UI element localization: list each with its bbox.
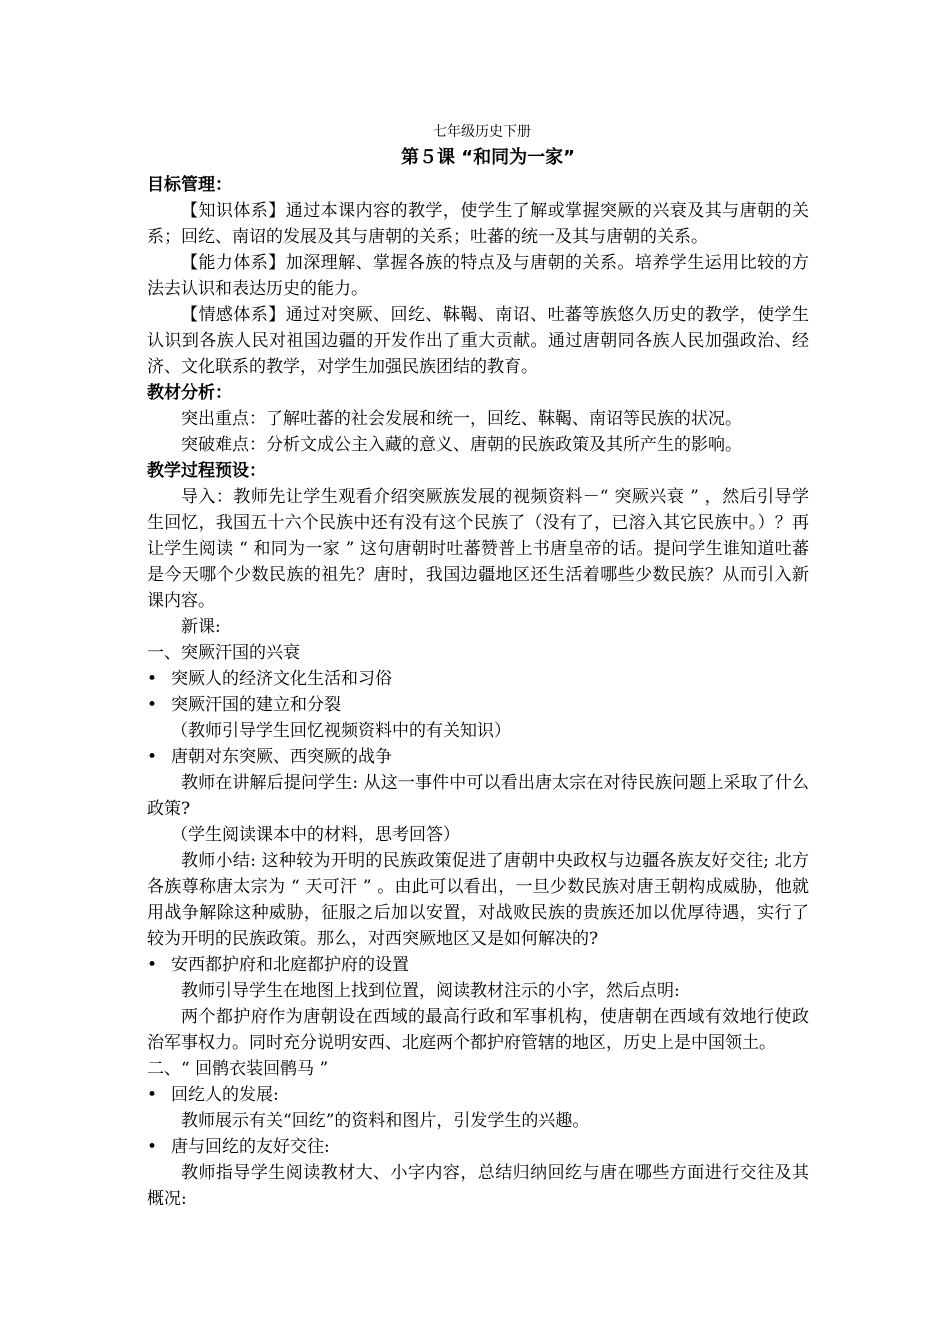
lesson-title: 第５课 “和同为一家” xyxy=(401,147,575,168)
list-item xyxy=(147,744,809,770)
key-point-paragraph: 突出重点：了解吐蕃的社会发展和统一，回纥、靺鞨、南诏等民族的状况。 xyxy=(181,409,742,429)
teacher-note: （教师引导学生回忆视频资料中的有关知识） xyxy=(171,721,511,741)
grade-label: 七年级历史下册 xyxy=(433,124,531,140)
document-body xyxy=(147,120,809,1212)
list-item-text: 安西都护府和北庭都护府的设置 xyxy=(171,955,409,975)
bullet-icon: • xyxy=(147,695,158,715)
new-lesson-label: 新课: xyxy=(181,617,221,637)
list-item-text: 唐与回纥的友好交往: xyxy=(171,1137,330,1157)
list-item xyxy=(147,692,809,718)
summary-paragraph: 教师小结: 这种较为开明的民族政策促进了唐朝中央政权与边疆各族友好交往; 北方各族尊称唐太宗为 “ 天可汗 ” 。由此可以看出，一旦少数民族对唐王朝构成威胁，他就用战争解除这种威胁，征服之后加以安置，对战败民族的贵族还加以优厚待遇，实行了较为开明的民族政策。那么，对西突厥地区又是如何解决的? xyxy=(147,851,809,949)
process-heading: 教学过程预设： xyxy=(147,461,266,481)
part-two-heading: 二、“ 回鹘衣装回鹘马 ” xyxy=(147,1059,329,1079)
part-one-heading: 一、突厥汗国的兴衰 xyxy=(147,643,300,663)
student-note: （学生阅读课本中的材料，思考回答） xyxy=(171,825,460,845)
ability-paragraph: 【能力体系】加深理解、掌握各族的特点及与唐朝的关系。培养学生运用比较的方法去认识和表达历史的能力。 xyxy=(147,253,809,299)
list-item xyxy=(147,666,809,692)
difficulty-paragraph: 突破难点：分析文成公主入藏的意义、唐朝的民族政策及其所产生的影响。 xyxy=(181,435,742,455)
bullet-icon: • xyxy=(147,955,158,975)
bullet-icon: • xyxy=(147,747,158,767)
bullet-icon: • xyxy=(147,1137,158,1157)
list-item-text: 回纥人的发展: xyxy=(171,1085,279,1105)
bullet-icon: • xyxy=(147,669,158,689)
ask-paragraph: 教师在讲解后提问学生: 从这一事件中可以看出唐太宗在对待民族问题上采取了什么政策? xyxy=(147,773,809,819)
bullet-icon: • xyxy=(147,1085,158,1105)
list-item xyxy=(147,952,809,978)
list-item-text: 唐朝对东突厥、西突厥的战争 xyxy=(171,747,392,767)
list-item-text: 突厥汗国的建立和分裂 xyxy=(171,695,341,715)
intro-paragraph: 导入：教师先让学生观看介绍突厥族发展的视频资料－“ 突厥兴衰 ” ，然后引导学生回忆，我国五十六个民族中还有没有这个民族了（没有了，已溶入其它民族中。）？再让学生阅读 “ 和同为一家 ” 这句唐朝时吐蕃赞普上书唐皇帝的话。提问学生谁知道吐蕃是今天哪个少数民族的祖先？唐时，我国边疆地区还生活着哪些少数民族？从而引入新课内容。 xyxy=(147,487,809,611)
duhu-paragraph: 两个都护府作为唐朝设在西域的最高行政和军事机构，使唐朝在西域有效地行使政治军事权力。同时充分说明安西、北庭两个都护府管辖的地区，历史上是中国领土。 xyxy=(147,1007,809,1053)
goal-heading: 目标管理： xyxy=(147,175,232,195)
show-paragraph: 教师展示有关“回纥”的资料和图片，引发学生的兴趣。 xyxy=(181,1111,590,1131)
analysis-heading: 教材分析： xyxy=(147,383,232,403)
list-item xyxy=(147,1134,809,1160)
read-paragraph: 教师指导学生阅读教材大、小字内容，总结归纳回纥与唐在哪些方面进行交往及其概况: xyxy=(147,1163,809,1209)
knowledge-paragraph: 【知识体系】通过本课内容的教学，使学生了解或掌握突厥的兴衰及其与唐朝的关系；回纥、南诏的发展及其与唐朝的关系；吐蕃的统一及其与唐朝的关系。 xyxy=(147,201,809,247)
emotion-paragraph: 【情感体系】通过对突厥、回纥、靺鞨、南诏、吐蕃等族悠久历史的教学，使学生认识到各族人民对祖国边疆的开发作出了重大贡献。通过唐朝同各族人民加强政治、经济、文化联系的教学，对学生加强民族团结的教育。 xyxy=(147,305,809,377)
list-item xyxy=(147,1082,809,1108)
map-paragraph: 教师引导学生在地图上找到位置，阅读教材注示的小字，然后点明: xyxy=(181,981,680,1001)
list-item-text: 突厥人的经济文化生活和习俗 xyxy=(171,669,392,689)
